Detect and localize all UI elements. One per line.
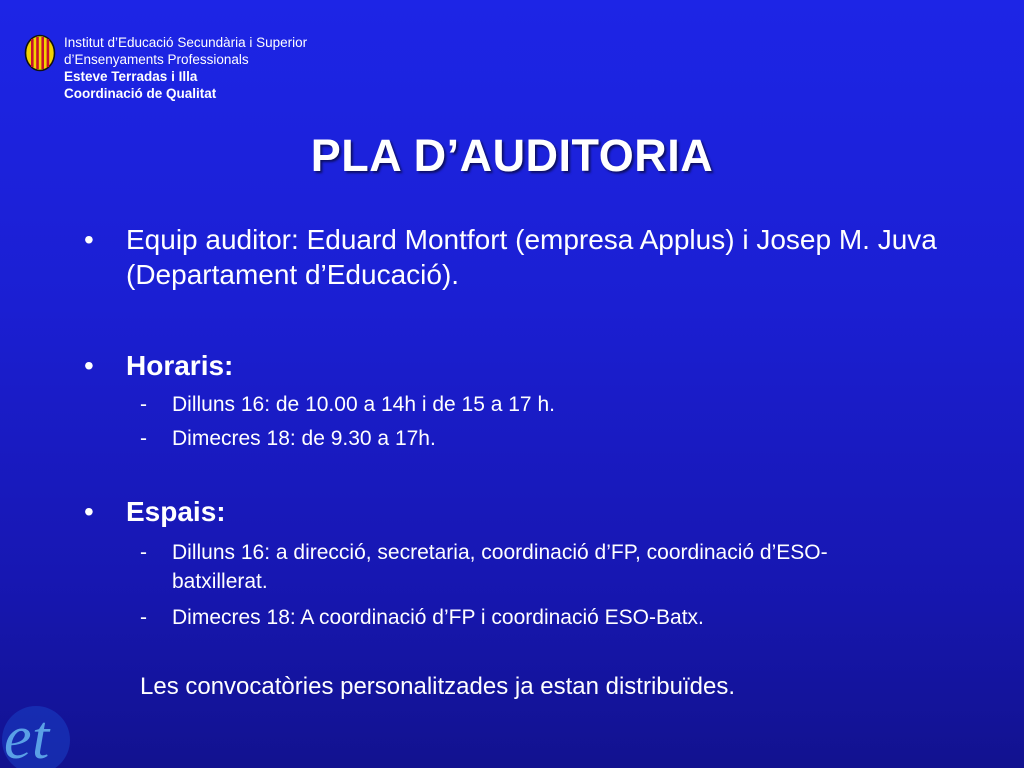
closing-note: Les convocatòries personalitzades ja estan distribuïdes. <box>140 673 736 700</box>
schedule-item-text: Dilluns 16: de 10.00 a 14h i de 15 a 17 h. <box>172 393 555 416</box>
bullet-spaces <box>84 494 946 529</box>
bullet-audit-team <box>84 222 946 292</box>
institution-line-1: Institut d’Educació Secundària i Superior <box>64 35 308 50</box>
institution-line-2: d’Ensenyaments Professionals <box>64 52 249 67</box>
audit-team-text: Equip auditor: Eduard Montfort (empresa Applus) i Josep M. Juva (Departament d’Educació). <box>126 224 937 290</box>
schedule-item-monday <box>140 390 872 419</box>
dash-marker: - <box>140 541 147 564</box>
bullet-schedule <box>84 348 946 383</box>
department-name: Coordinació de Qualitat <box>64 86 217 101</box>
bullet-marker: • <box>84 224 94 255</box>
dash-marker: - <box>140 427 147 450</box>
spaces-heading: Espais: <box>126 496 226 527</box>
institution-header <box>24 34 307 102</box>
et-logo-icon <box>0 700 74 768</box>
schedule-item-text: Dimecres 18: de 9.30 a 17h. <box>172 427 436 450</box>
dash-marker: - <box>140 606 147 629</box>
schedule-item-wednesday <box>140 424 872 453</box>
svg-text:t: t <box>32 704 50 768</box>
spaces-item-monday <box>140 538 872 596</box>
spaces-item-text: Dilluns 16: a direcció, secretaria, coordinació d’FP, coordinació d’ESO-batxillerat. <box>172 541 828 593</box>
bullet-marker: • <box>84 496 94 527</box>
dash-marker: - <box>140 393 147 416</box>
schedule-heading: Horaris: <box>126 350 234 381</box>
institution-text <box>64 34 307 102</box>
institution-name: Esteve Terradas i Illa <box>64 69 198 84</box>
spaces-item-text: Dimecres 18: A coordinació d’FP i coordinació ESO-Batx. <box>172 606 704 629</box>
bullet-marker: • <box>84 350 94 381</box>
spaces-item-wednesday <box>140 603 872 632</box>
catalonia-crest-icon <box>24 34 56 72</box>
slide-title: PLA D’AUDITORIA <box>310 130 714 181</box>
svg-text:e: e <box>4 704 32 768</box>
